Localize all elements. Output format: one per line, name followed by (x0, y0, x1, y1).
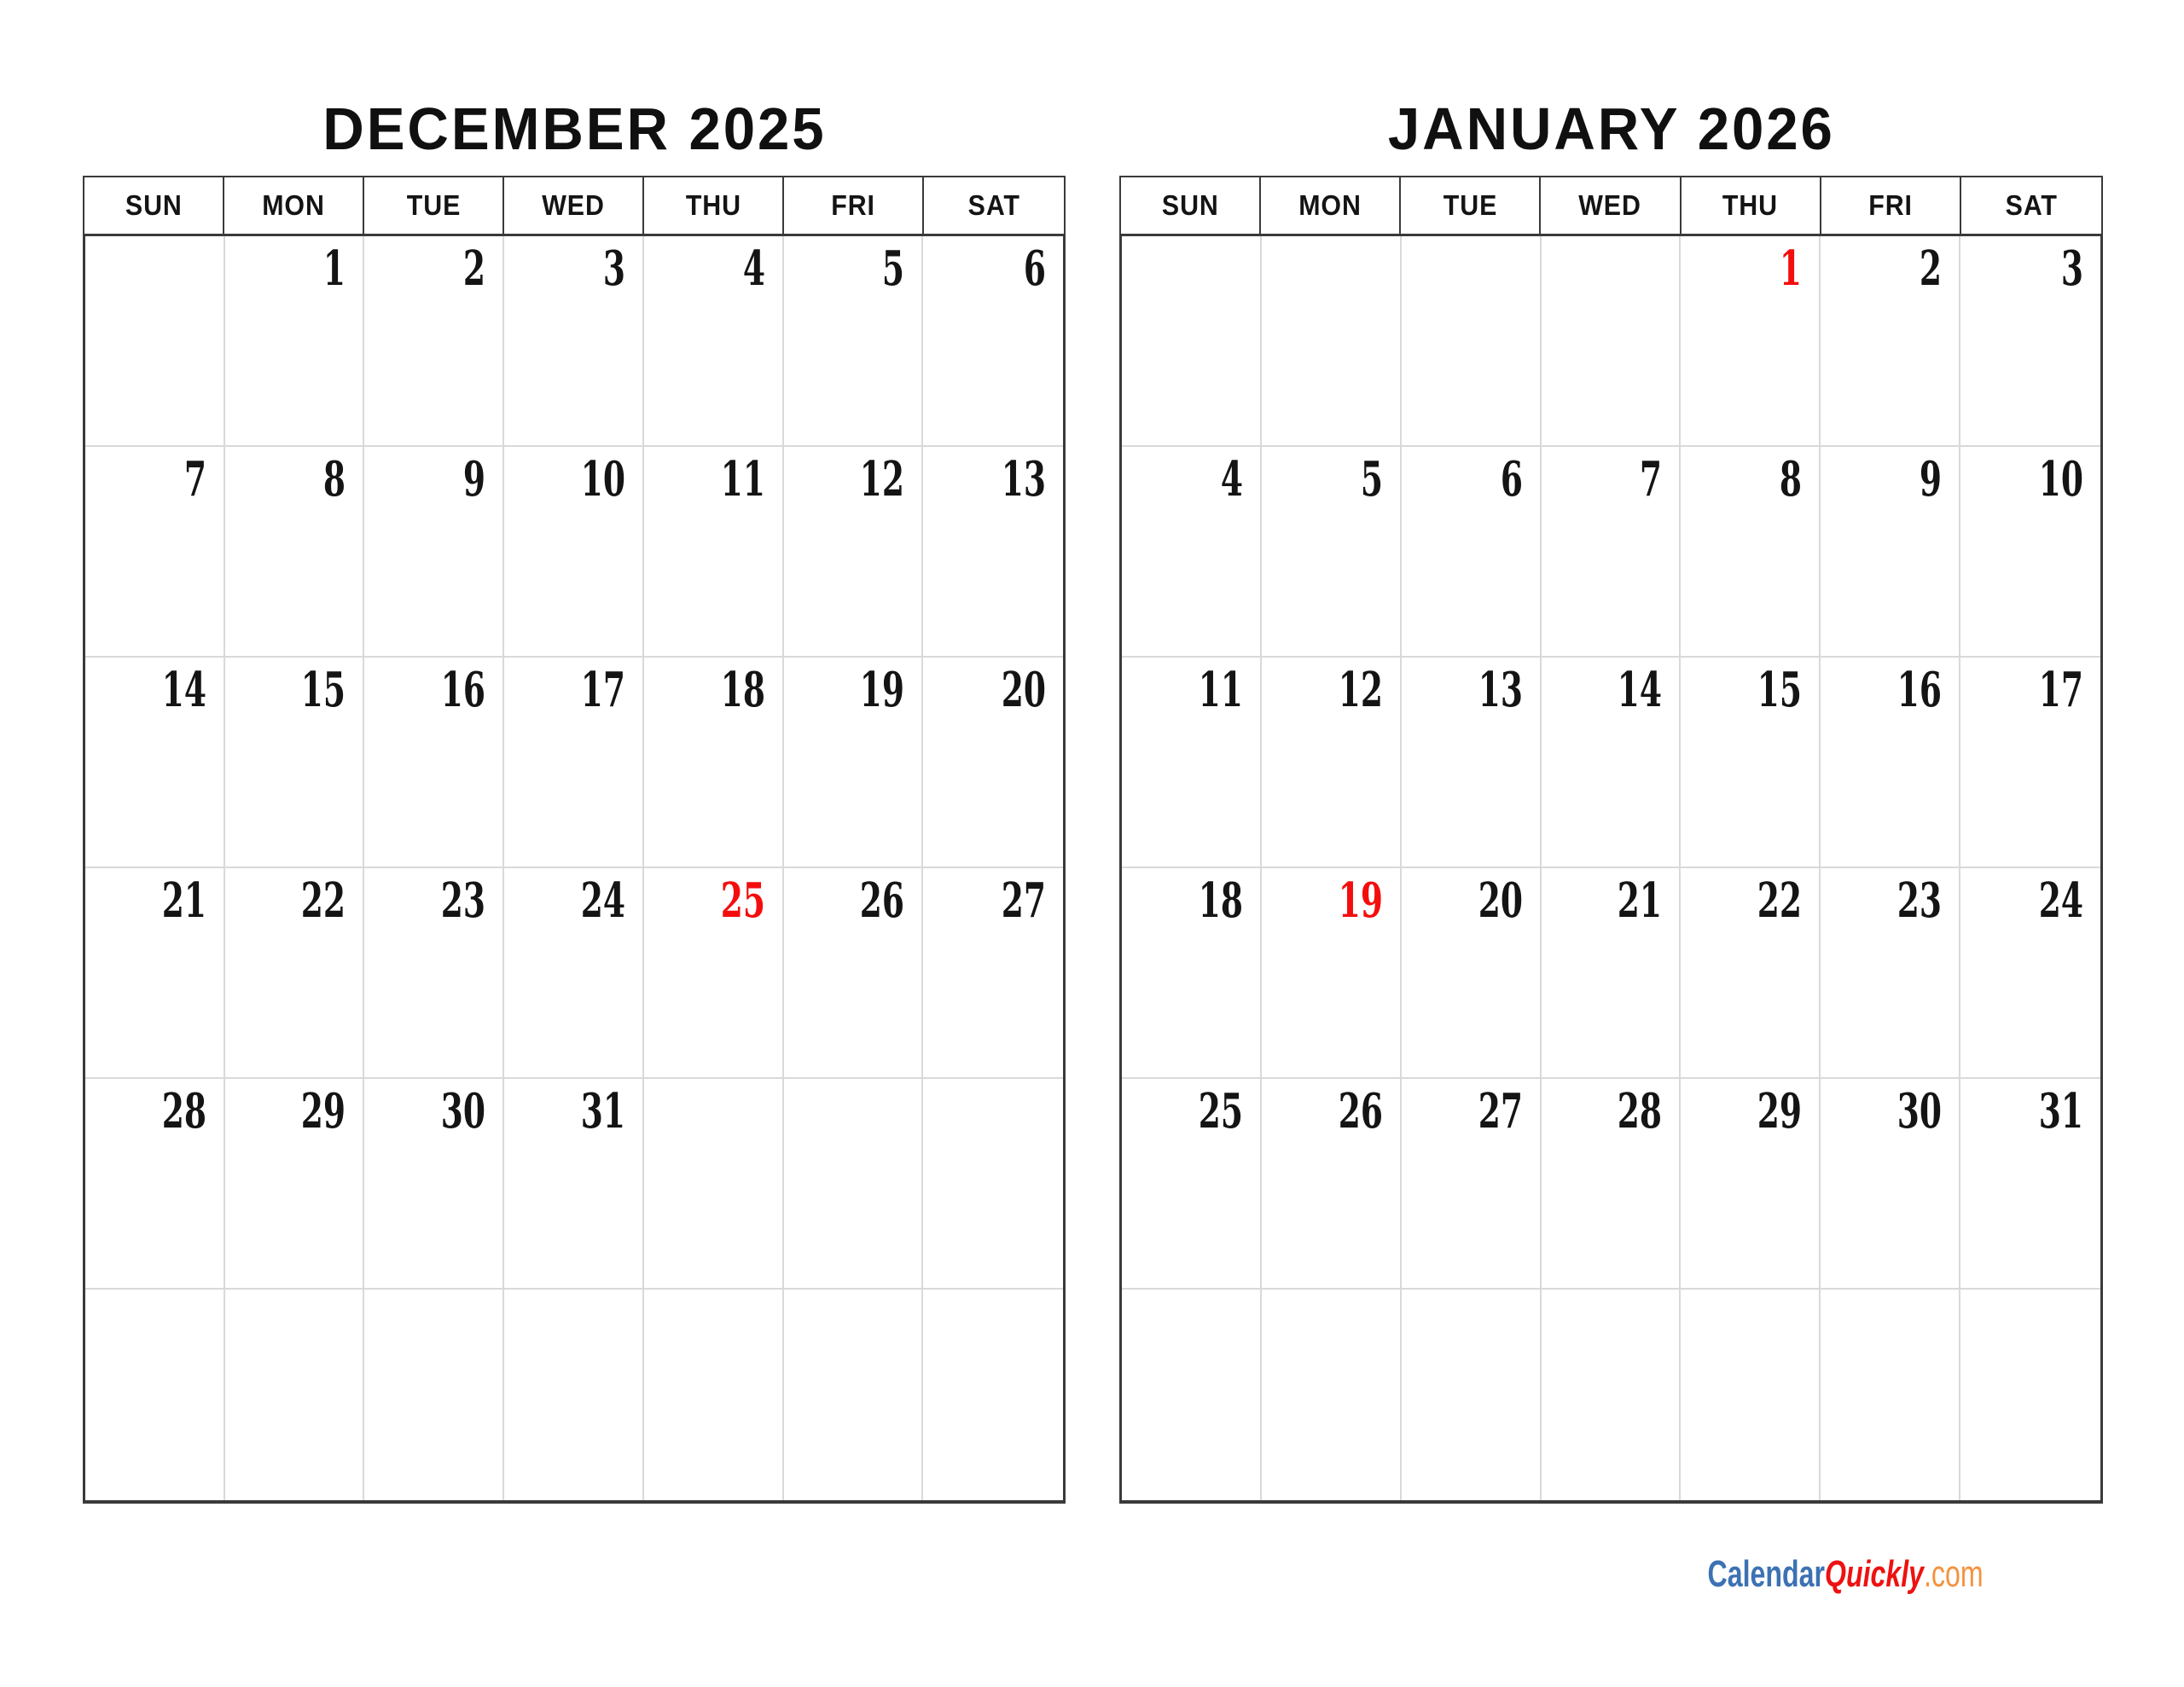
weekday-header-row (1119, 176, 2103, 236)
day-number: 27 (1478, 1083, 1523, 1139)
day-number: 10 (2038, 451, 2083, 507)
day-cell (1122, 1079, 1262, 1290)
day-cell (504, 447, 644, 658)
day-cell (1542, 1290, 1682, 1500)
day-number: 25 (1198, 1083, 1243, 1139)
day-number-holiday: 25 (720, 872, 765, 929)
day-grid (83, 236, 1066, 1504)
day-number: 13 (1478, 662, 1523, 718)
weekday-label: SAT (2005, 189, 2058, 221)
day-number: 24 (580, 872, 625, 929)
day-cell (364, 868, 504, 1079)
weekday-cell (784, 177, 924, 234)
day-cell (504, 1079, 644, 1290)
weekday-cell (644, 177, 784, 234)
day-number: 29 (1757, 1083, 1803, 1139)
day-number: 9 (1920, 451, 1943, 507)
day-cell (1262, 1290, 1402, 1500)
day-cell (504, 658, 644, 868)
day-number: 20 (1478, 872, 1523, 929)
day-cell (1960, 868, 2100, 1079)
weekday-label: THU (1722, 189, 1779, 221)
day-number: 28 (161, 1083, 206, 1139)
day-cell (784, 1079, 924, 1290)
day-cell (85, 1290, 225, 1500)
day-cell (1262, 658, 1402, 868)
day-number: 8 (323, 451, 346, 507)
day-cell (923, 447, 1063, 658)
day-number: 18 (720, 662, 765, 718)
day-number: 18 (1198, 872, 1243, 929)
day-number: 15 (1757, 662, 1803, 718)
day-cell (1122, 868, 1262, 1079)
weekday-label: SUN (1161, 189, 1219, 221)
day-cell (644, 236, 784, 447)
day-cell (364, 236, 504, 447)
day-number: 2 (1920, 241, 1943, 297)
day-number-holiday: 1 (1780, 241, 1803, 297)
weekday-label: MON (1298, 189, 1362, 221)
day-number: 31 (580, 1083, 625, 1139)
day-cell (923, 1290, 1063, 1500)
logo-quickly-text: Quickly (1825, 1553, 1925, 1595)
day-number: 5 (1360, 451, 1383, 507)
day-number: 5 (882, 241, 905, 297)
day-cell (1542, 236, 1682, 447)
day-cell (1262, 447, 1402, 658)
calendar-december-2025 (83, 0, 1066, 1687)
day-number: 10 (580, 451, 625, 507)
day-number: 21 (1618, 872, 1663, 929)
calendar-table (1119, 176, 2103, 1504)
day-number: 3 (602, 241, 625, 297)
day-cell (85, 236, 225, 447)
weekday-label: TUE (1443, 189, 1498, 221)
day-number: 14 (161, 662, 206, 718)
day-cell (85, 447, 225, 658)
day-number: 30 (1896, 1083, 1943, 1139)
day-cell (225, 447, 365, 658)
day-cell (1262, 236, 1402, 447)
day-number: 2 (463, 241, 486, 297)
day-cell (1681, 868, 1821, 1079)
day-cell (1681, 447, 1821, 658)
day-cell (364, 1079, 504, 1290)
day-cell (1542, 447, 1682, 658)
day-cell (1681, 1079, 1821, 1290)
day-cell (1821, 1290, 1960, 1500)
weekday-cell (364, 177, 504, 234)
day-number: 16 (1896, 662, 1943, 718)
weekday-cell (1121, 177, 1261, 234)
day-number: 22 (301, 872, 346, 929)
weekday-label: MON (262, 189, 325, 221)
logo-dotcom-text: .com (1924, 1553, 1984, 1595)
weekday-label: THU (685, 189, 741, 221)
day-cell (364, 1290, 504, 1500)
day-cell (1402, 868, 1542, 1079)
day-number: 26 (860, 872, 905, 929)
day-cell (1960, 447, 2100, 658)
calendarquickly-logo[interactable] (1708, 1554, 1984, 1595)
day-cell (225, 1079, 365, 1290)
day-cell (225, 658, 365, 868)
day-number: 27 (1001, 872, 1046, 929)
day-cell (1542, 1079, 1682, 1290)
weekday-label: FRI (1867, 189, 1913, 221)
weekday-label: SAT (967, 189, 1020, 221)
day-number: 13 (1001, 451, 1046, 507)
weekday-cell (224, 177, 364, 234)
day-cell (1262, 1079, 1402, 1290)
day-cell (923, 236, 1063, 447)
day-cell (1821, 658, 1960, 868)
day-cell (1681, 236, 1821, 447)
day-number: 6 (1500, 451, 1523, 507)
day-cell (784, 658, 924, 868)
weekday-header-row (83, 176, 1066, 236)
calendar-january-2026 (1119, 0, 2103, 1687)
day-cell (225, 1290, 365, 1500)
weekday-cell (924, 177, 1064, 234)
day-cell (644, 868, 784, 1079)
day-cell (1122, 447, 1262, 658)
day-cell (1262, 868, 1402, 1079)
day-cell (1821, 1079, 1960, 1290)
day-cell (784, 868, 924, 1079)
day-number: 1 (323, 241, 346, 297)
day-number: 26 (1338, 1083, 1383, 1139)
day-number: 3 (2060, 241, 2083, 297)
day-cell (1681, 1290, 1821, 1500)
day-cell (364, 447, 504, 658)
day-number: 30 (440, 1083, 486, 1139)
day-number: 15 (301, 662, 346, 718)
calendar-table (83, 176, 1066, 1504)
day-number: 19 (860, 662, 905, 718)
day-cell (1960, 1290, 2100, 1500)
weekday-label: SUN (125, 189, 183, 221)
day-cell (225, 868, 365, 1079)
day-number: 16 (440, 662, 486, 718)
day-cell (1402, 447, 1542, 658)
weekday-cell (504, 177, 644, 234)
day-number: 12 (1338, 662, 1383, 718)
day-cell (1402, 658, 1542, 868)
day-number: 6 (1023, 241, 1046, 297)
day-cell (644, 1079, 784, 1290)
weekday-label: WED (1578, 189, 1642, 221)
weekday-cell (1541, 177, 1681, 234)
calendar-title (1119, 96, 2103, 162)
logo-calendar-text: Calendar (1707, 1553, 1826, 1595)
day-number: 4 (1220, 451, 1243, 507)
weekday-label: TUE (406, 189, 461, 221)
day-number: 17 (2038, 662, 2083, 718)
day-cell (364, 658, 504, 868)
weekday-cell (1682, 177, 1821, 234)
day-number: 28 (1618, 1083, 1663, 1139)
day-number: 11 (1198, 662, 1243, 718)
day-cell (1542, 868, 1682, 1079)
day-number-holiday: 19 (1338, 872, 1383, 929)
weekday-cell (1261, 177, 1401, 234)
day-cell (1122, 236, 1262, 447)
day-cell (923, 1079, 1063, 1290)
day-number: 14 (1618, 662, 1663, 718)
day-number: 21 (161, 872, 206, 929)
day-number: 23 (1896, 872, 1943, 929)
day-cell (504, 868, 644, 1079)
day-cell (1122, 658, 1262, 868)
day-cell (225, 236, 365, 447)
weekday-label: WED (542, 189, 605, 221)
day-number: 12 (860, 451, 905, 507)
day-cell (1402, 1290, 1542, 1500)
weekday-label: FRI (831, 189, 875, 221)
day-number: 22 (1757, 872, 1803, 929)
day-number: 17 (580, 662, 625, 718)
day-number: 23 (440, 872, 486, 929)
calendar-title-text: DECEMBER 2025 (322, 96, 827, 162)
calendar-title (83, 96, 1066, 162)
day-cell (1402, 1079, 1542, 1290)
day-cell (644, 447, 784, 658)
day-cell (784, 236, 924, 447)
day-number: 7 (183, 451, 206, 507)
day-cell (784, 447, 924, 658)
day-cell (1681, 658, 1821, 868)
day-cell (1542, 658, 1682, 868)
weekday-cell (1961, 177, 2101, 234)
day-number: 7 (1640, 451, 1663, 507)
day-cell (644, 1290, 784, 1500)
day-number: 20 (1001, 662, 1046, 718)
day-cell (504, 1290, 644, 1500)
day-cell (85, 868, 225, 1079)
day-cell (85, 658, 225, 868)
day-cell (85, 1079, 225, 1290)
day-cell (1821, 236, 1960, 447)
calendar-title-text: JANUARY 2026 (1387, 96, 1835, 162)
day-number: 24 (2038, 872, 2083, 929)
day-cell (644, 658, 784, 868)
day-cell (784, 1290, 924, 1500)
day-cell (1821, 868, 1960, 1079)
day-number: 4 (742, 241, 765, 297)
day-cell (923, 868, 1063, 1079)
day-cell (923, 658, 1063, 868)
day-number: 11 (720, 451, 765, 507)
day-cell (1122, 1290, 1262, 1500)
day-cell (1960, 1079, 2100, 1290)
day-number: 29 (301, 1083, 346, 1139)
day-cell (1960, 236, 2100, 447)
day-number: 8 (1780, 451, 1803, 507)
weekday-cell (1401, 177, 1541, 234)
day-grid (1119, 236, 2103, 1504)
weekday-cell (84, 177, 224, 234)
day-cell (1821, 447, 1960, 658)
weekday-cell (1821, 177, 1961, 234)
day-cell (1402, 236, 1542, 447)
day-cell (1960, 658, 2100, 868)
day-number: 9 (463, 451, 486, 507)
day-number: 31 (2038, 1083, 2083, 1139)
day-cell (504, 236, 644, 447)
